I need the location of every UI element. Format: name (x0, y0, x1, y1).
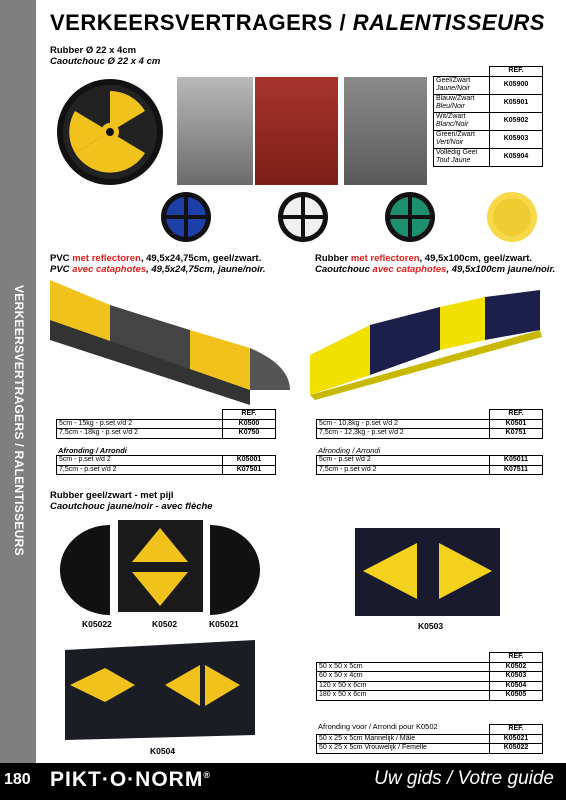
page-number: 180 (4, 771, 31, 788)
section4-end-label: Afronding voor / Arrondi pour K0502 (318, 722, 438, 731)
section2-title-fr: PVC avec cataphotes, 49,5x24,75cm, jaune/noir. (50, 264, 266, 275)
section1-ref-table: REF. Geel/Zwart Jaune/Noir K05900 Blauw/Zwart Bleu/Noir K05901 Wit/Zwart Blanc/Noir K05902 Green/Zwart Vert/Noir K05903 Volledig Geel Tout Jaune K05904 (433, 66, 543, 167)
street-photo-3 (344, 77, 427, 185)
street-photo-2 (255, 77, 338, 185)
color-variants (160, 191, 540, 243)
street-photo-1 (177, 77, 253, 185)
section3-title-fr: Caoutchouc avec cataphotes, 49,5x100cm jaune/noir. (315, 264, 556, 275)
section4-title-fr: Caoutchouc jaune/noir - avec flèche (50, 501, 213, 512)
pvc-bump-photo (50, 280, 295, 405)
k0504-photo (60, 640, 260, 745)
section2-title-nl: PVC met reflectoren, 49,5x24,75cm, geel/zwart. (50, 253, 262, 264)
label-k05022: K05022 (82, 619, 112, 629)
section3-rounding-label: Afronding / Arrondi (318, 446, 381, 455)
section2-rounding-table: 5cm - p.set v/d 2 K05001 7,5cm - p.set v/d 2 K07501 (56, 455, 276, 475)
page-title: VERKEERSVERTRAGERS / RALENTISSEURS (50, 10, 545, 35)
section2-ref-table: REF. 5cm - 15kg - p.set v/d 2 K0500 7,5cm - 18kg - p.set v/d 2 K0750 (56, 409, 276, 439)
label-k0504: K0504 (150, 746, 176, 756)
section4-end-table: REF. 50 x 25 x 5cm Mannelijk / Mâle K05021 50 x 25 x 5cm Vrouwelijk / Femelle K05022 (316, 724, 543, 754)
footer-guide: Uw gids / Votre guide (374, 768, 554, 789)
k0503-photo (355, 523, 500, 618)
section3-rounding-table: 5cm - p.set v/d 2 K05011 7,5cm - p.set v/d 2 K07511 (316, 455, 543, 475)
section4-ref-table: REF. 50 x 50 x 5cm K0502 60 x 50 x 4cm K0503 120 x 50 x 6cm K0504 180 x 50 x 6cm K0505 (316, 652, 543, 701)
rubber-bump-photo (310, 285, 545, 400)
section4-title-nl: Rubber geel/zwart - met pijl (50, 490, 174, 501)
label-k05021: K05021 (209, 619, 239, 629)
section1-title-nl: Rubber Ø 22 x 4cm (50, 45, 137, 56)
sidebar-title: VERKEERSVERTRAGERS / RALENTISSEURS (12, 285, 26, 556)
label-k0502: K0502 (152, 619, 178, 629)
label-k0503: K0503 (418, 621, 444, 631)
section2-rounding-label: Afronding / Arrondi (58, 446, 127, 455)
brand-logo: PIKT·O·NORM® (50, 768, 211, 791)
round-bump-photo (55, 77, 165, 187)
section3-title-nl: Rubber met reflectoren, 49,5x100cm, geel/zwart. (315, 253, 533, 264)
section1-title-fr: Caoutchouc Ø 22 x 4 cm (50, 56, 161, 67)
section3-ref-table: REF. 5cm - 10,8kg - p.set v/d 2 K0501 7,5cm - 12,3kg - p.set v/d 2 K0751 (316, 409, 543, 439)
arrow-bump-set-photo (60, 520, 275, 615)
